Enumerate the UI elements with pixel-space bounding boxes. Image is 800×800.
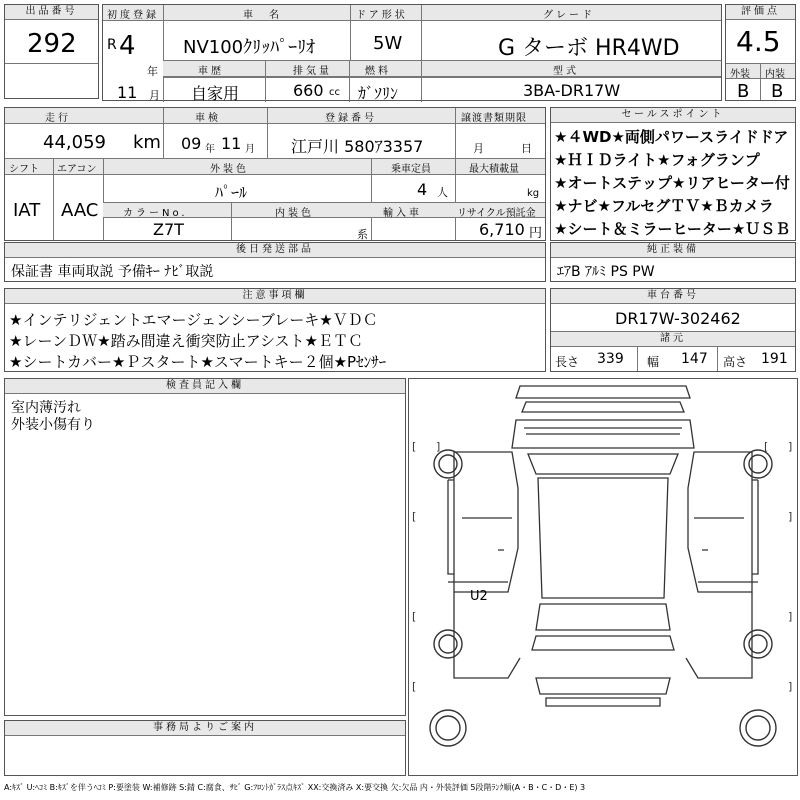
sales-points-box — [550, 107, 796, 241]
fuel-label: 燃料 — [365, 66, 391, 77]
import-label: 輸入車 — [383, 208, 422, 219]
recycle-value: 6,710 — [479, 220, 525, 239]
inspector-label: 検査員記入欄 — [5, 379, 405, 394]
max-load-unit: kg — [527, 188, 540, 199]
first-reg-year: 4 — [119, 31, 136, 61]
first-reg-era: R — [107, 37, 117, 53]
inspection-year: 09 — [181, 134, 202, 153]
lot-number: 292 — [27, 29, 77, 59]
equipment-label: 純正装備 — [551, 243, 795, 258]
lot-label: 出品番号 — [5, 5, 98, 20]
notes-box — [4, 288, 546, 372]
sales-point-item: ★ＨＩＤライト★フォグランプ — [554, 151, 760, 169]
office-box — [4, 720, 406, 776]
displacement-unit: cc — [329, 87, 340, 98]
exterior-color-value: ﾊﾟｰﾙ — [215, 183, 248, 202]
car-name-value: NV100ｸﾘｯﾊﾟｰﾘｵ — [183, 37, 316, 58]
capacity-value: 4 — [417, 180, 428, 199]
svg-text:]: ] — [436, 440, 441, 453]
score-value: 4.5 — [736, 25, 781, 58]
notes-label: 注意事項欄 — [5, 289, 545, 304]
door-label: ドア形状 — [356, 10, 408, 21]
equipment-box — [550, 242, 796, 282]
later-parts-label: 後日発送部品 — [5, 243, 545, 258]
grade-label: グレード — [543, 10, 595, 21]
max-load-label: 最大積載量 — [469, 164, 519, 175]
car-name-label: 車 名 — [243, 10, 282, 21]
displacement-value: 660 — [293, 81, 324, 100]
model-label: 型式 — [553, 66, 579, 77]
mileage-unit: km — [133, 132, 161, 153]
length-label: 長さ — [555, 355, 580, 369]
sales-points-label: セールスポイント — [551, 108, 795, 123]
model-value: 3BA-DR17W — [523, 81, 621, 100]
sales-point-item: ★オートステップ★リアヒーター付 — [554, 174, 790, 192]
length-value: 339 — [597, 351, 624, 367]
svg-text:[: [ — [412, 610, 417, 623]
interior-color-label: 内装色 — [275, 208, 314, 219]
svg-text:[: [ — [412, 440, 417, 453]
chassis-box — [550, 288, 796, 372]
sales-point-item: ★シート＆ミラーヒーター★ＵＳＢ — [554, 220, 791, 238]
ext-score-label: 外装 — [730, 69, 750, 80]
color-no-label: カラーNo. — [123, 208, 188, 219]
score-label: 評価点 — [726, 5, 795, 20]
chassis-label: 車台番号 — [551, 289, 795, 304]
note-item: ★シートカバー★Ｐスタート★スマートキー２個★Pｾﾝｻｰ — [9, 353, 387, 371]
score-box — [725, 4, 796, 101]
width-label: 幅 — [647, 355, 660, 369]
note-item: ★インテリジェントエマージェンシーブレーキ★ＶＤＣ — [9, 311, 378, 329]
recycle-label: リサイクル預託金 — [457, 208, 536, 219]
later-parts-value: 保証書 車両取説 予備ｷｰ ﾅﾋﾞ取説 — [11, 264, 214, 280]
capacity-label: 乗車定員 — [391, 164, 431, 175]
lot-box — [4, 4, 99, 99]
exterior-color-label: 外装色 — [210, 164, 249, 175]
recycle-unit: 円 — [529, 226, 543, 241]
damage-mark-u2: U2 — [470, 589, 488, 604]
dimensions-label: 諸元 — [551, 332, 795, 347]
interior-color-unit: 系 — [357, 228, 368, 241]
int-score-value: B — [771, 81, 784, 102]
svg-text:[: [ — [412, 510, 417, 523]
capacity-unit: 人 — [437, 186, 448, 199]
svg-text:]: ] — [788, 680, 793, 693]
transfer-deadline-label: 譲渡書類期限 — [461, 113, 527, 124]
first-reg-year-unit: 年 — [147, 65, 158, 78]
history-value: 自家用 — [191, 84, 240, 103]
displacement-label: 排気量 — [293, 66, 332, 77]
mileage-value: 44,059 — [43, 132, 106, 153]
inspection-label: 車検 — [195, 113, 221, 124]
office-label: 事務局よりご案内 — [5, 721, 405, 736]
inspection-month-unit: 月 — [245, 144, 255, 155]
svg-text:]: ] — [788, 510, 793, 523]
note-item: ★レーンＤＷ★踏み間違え衝突防止アシスト★ＥＴＣ — [9, 332, 363, 350]
shift-label: シフト — [9, 164, 39, 175]
height-label: 高さ — [723, 355, 748, 369]
transfer-month-unit: 月 — [473, 142, 484, 155]
ac-label: エアコン — [57, 164, 97, 175]
svg-text:]: ] — [788, 610, 793, 623]
mileage-label: 走行 — [45, 113, 71, 124]
ext-score-value: B — [737, 81, 750, 102]
inspector-box — [4, 378, 406, 716]
car-damage-diagram — [408, 378, 798, 776]
door-value: 5W — [373, 33, 403, 54]
fuel-value: ｶﾞｿﾘﾝ — [358, 84, 399, 103]
first-reg-month: 11 — [117, 83, 138, 102]
plate-label: 登録番号 — [325, 113, 377, 124]
vehicle-info-box — [102, 4, 722, 101]
sales-point-item: ★４WD★両側パワースライドドア — [554, 128, 789, 146]
svg-text:]: ] — [788, 440, 793, 453]
sales-point-item: ★ナビ★フルセグＴＶ★Ｂカメラ — [554, 197, 774, 215]
plate-value: 江戸川 580ｱ3357 — [291, 137, 424, 156]
transfer-day-unit: 日 — [521, 142, 532, 155]
color-no-value: Z7T — [153, 220, 184, 239]
svg-text:[: [ — [412, 680, 417, 693]
inspection-year-unit: 年 — [205, 144, 215, 155]
ac-value: AAC — [61, 200, 99, 221]
chassis-value: DR17W-302462 — [615, 309, 741, 328]
inspection-month: 11 — [221, 134, 242, 153]
inspector-line: 外装小傷有り — [11, 417, 95, 433]
svg-text:[: [ — [764, 440, 769, 453]
int-score-label: 内装 — [765, 69, 785, 80]
history-label: 車歴 — [198, 66, 224, 77]
legend-text: A:ｷｽﾞ U:ﾍｺﾐ B:ｷｽﾞを伴うﾍｺﾐ P:要塗装 W:補修跡 S:錆 C:腐食、ｻﾋﾞ G:ﾌﾛﾝﾄｶﾞﾗｽ点ｷｽﾞ XX:交換済み X:要交換 欠:欠品 内・外装評価 5段階ﾗﾝｸ順(A・B・C・D・E) 3 — [4, 783, 586, 792]
later-parts-box — [4, 242, 546, 282]
grade-value: G ターボ HR4WD — [498, 36, 680, 61]
shift-value: IAT — [13, 200, 41, 221]
first-reg-month-unit: 月 — [149, 89, 160, 102]
first-reg-label: 初度登録 — [107, 10, 159, 21]
equipment-value: ｴｱB ｱﾙﾐ PS PW — [557, 264, 655, 280]
width-value: 147 — [681, 351, 708, 367]
inspector-line: 室内薄汚れ — [11, 400, 81, 416]
height-value: 191 — [761, 351, 788, 367]
details-box — [4, 107, 546, 241]
